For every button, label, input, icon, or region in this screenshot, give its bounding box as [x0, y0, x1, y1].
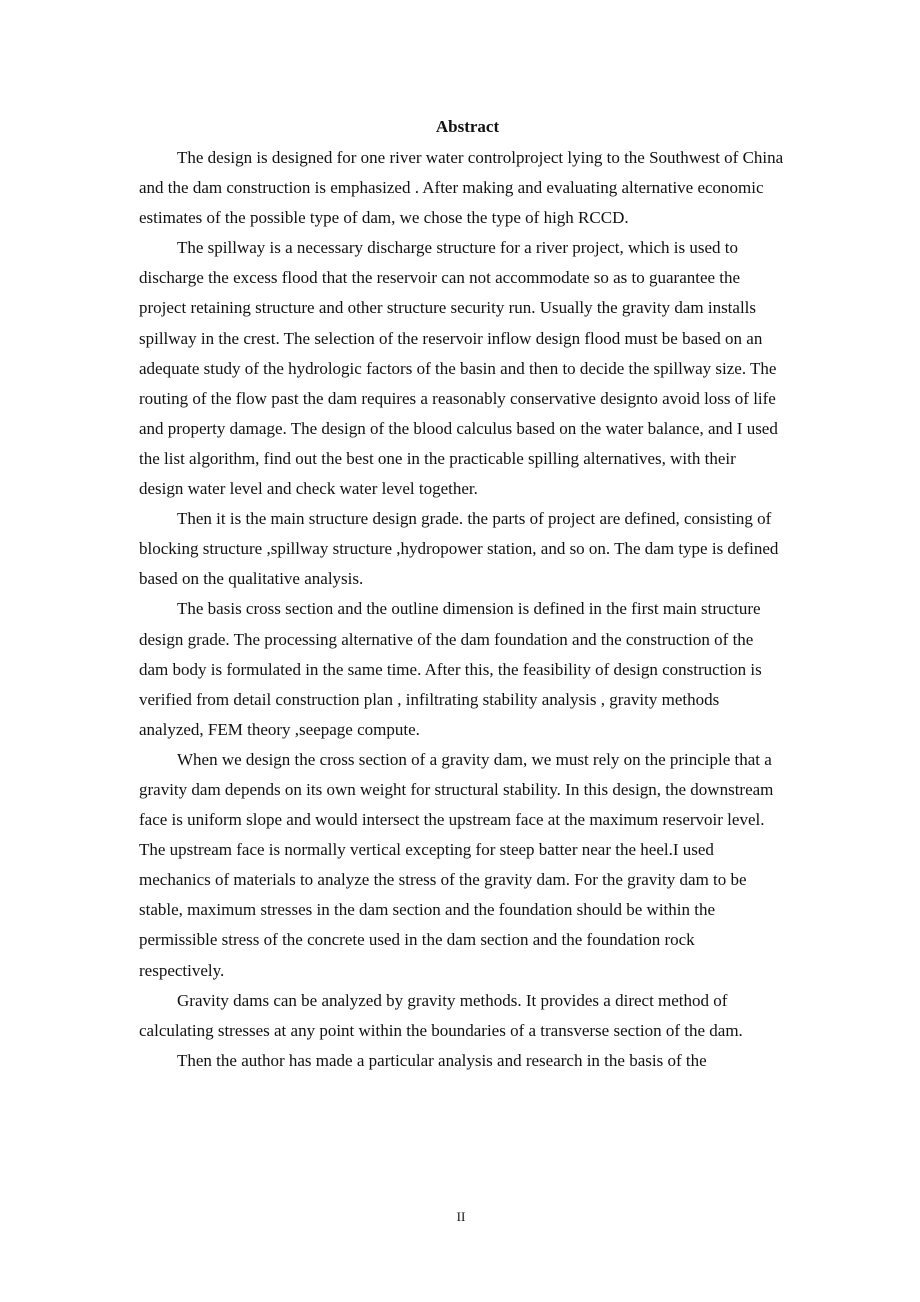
abstract-heading: Abstract	[435, 117, 500, 136]
paragraph-6: Gravity dams can be analyzed by gravity methods. It provides a direct method of calculating stresses at any point within the boundaries of a transverse section of the dam.	[139, 990, 743, 1040]
paragraph-2: The spillway is a necessary discharge structure for a river project, which is used to discharge the excess flood that the reservoir can not accommodate so as to guarantee the project retaining structure and other structure security run. Usually the gravity dam installs spillway in the crest. The selection of the reservoir inflow design flood must be based on an adequate study of the hydrologic factors of the basin and then to decide the spillway size. The routing of the flow past the dam requires a reasonably conservative designto avoid loss of life and property damage. The design of the blood calculus based on the water balance, and I used the list algorithm, find out the best one in the practicable spilling alternatives, with their design water level and check water level together.	[139, 238, 778, 499]
paragraph-5: When we design the cross section of a gravity dam, we must rely on the principle that a gravity dam depends on its own weight for structural stability. In this design, the downstream face is uniform slope and would intersect the upstream face at the maximum reservoir level. The upstream face is normally vertical excepting for steep batter near the heel.I used mechanics of materials to analyze the stress of the gravity dam. For the gravity dam to be stable, maximum stresses in the dam section and the foundation should be within the permissible stress of the concrete used in the dam section and the foundation rock respectively.	[139, 749, 774, 980]
paragraph-1: The design is designed for one river water controlproject lying to the Southwest of China and the dam construction is emphasized . After making and evaluating alternative economic estimates of the possible type of dam, we chose the type of high RCCD.	[139, 148, 784, 228]
page-number: II	[456, 1209, 466, 1224]
paragraph-7: Then the author has made a particular analysis and research in the basis of the	[177, 1050, 707, 1070]
abstract-body	[139, 143, 784, 1076]
paragraph-4: The basis cross section and the outline dimension is defined in the first main structure design grade. The processing alternative of the dam foundation and the construction of the dam body is formulated in the same time. After this, the feasibility of design construction is verified from detail construction plan , infiltrating stability analysis , gravity methods analyzed, FEM theory ,seepage compute.	[139, 599, 762, 739]
paragraph-3: Then it is the main structure design grade. the parts of project are defined, consisting of blocking structure ,spillway structure ,hydropower station, and so on. The dam type is defined based on the qualitative analysis.	[139, 509, 779, 589]
